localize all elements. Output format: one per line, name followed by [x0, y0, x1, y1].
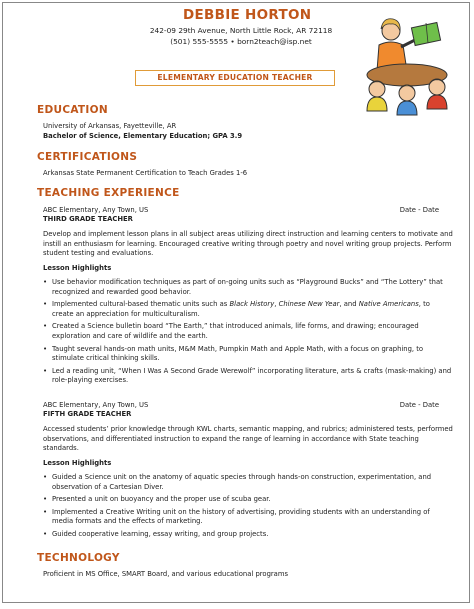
job-role: FIFTH GRADE TEACHER [43, 410, 132, 418]
job-summary: Accessed students’ prior knowledge through KWL charts, semantic mapping, and rubrics; administered tests, performed observations, and differentiated instruction to expand the range of learning in accordance with State teaching standards. [43, 425, 453, 453]
job-employer: ABC Elementary, Any Town, US [43, 206, 149, 214]
technology-heading: TECHNOLOGY [37, 552, 120, 564]
job-dates: Date - Date [399, 206, 439, 214]
lesson-highlights-label: Lesson Highlights [43, 264, 112, 272]
phone-email: (501) 555-5555 • born2teach@isp.net [170, 37, 312, 46]
list-item: • Use behavior modification techniques as part of on-going units such as “Playground Bucks” and “The Lottery” that recognized and rewarded good behavior. [43, 278, 453, 297]
list-item: • Guided cooperative learning, essay writing, and group projects. [43, 530, 453, 540]
technology-item: Proficient in MS Office, SMART Board, and various educational programs [43, 570, 289, 578]
job-role: THIRD GRADE TEACHER [43, 215, 133, 223]
list-item: • Presented a unit on buoyancy and the proper use of scuba gear. [43, 495, 453, 505]
address: 242-09 29th Avenue, North Little Rock, AR 72118 [149, 26, 333, 35]
certification-item: Arkansas State Permanent Certification to Teach Grades 1-6 [43, 169, 248, 177]
education-heading: EDUCATION [37, 104, 108, 116]
job-dates: Date - Date [399, 401, 439, 409]
list-item: • Taught several hands-on math units, M&M Math, Pumpkin Math and Apple Math, with a focus on graphing, to stimulate critical thinking skills. [43, 345, 453, 364]
resume-page [2, 2, 470, 603]
list-item: • Implemented cultural-based thematic units such as Black History, Chinese New Year, and Native Americans, to create an appreciation for multiculturalism. [43, 300, 453, 319]
education-degree: Bachelor of Science, Elementary Education; GPA 3.9 [43, 132, 243, 140]
list-item: • Created a Science bulletin board “The Earth,” that introduced animals, life forms, and drawing; encouraged exploration and care of wildlife and the earth. [43, 322, 453, 341]
teacher-with-students-illustration [351, 9, 459, 117]
list-item: • Implemented a Creative Writing unit on the history of advertising, providing students with an understanding of media formats and the effects of marketing. [43, 508, 453, 527]
job-highlights-list [43, 473, 453, 543]
contact-block [121, 25, 361, 47]
list-item: • Guided a Science unit on the anatomy of aquatic species through hands-on construction, experimentation, and observation of a Cartesian Diver. [43, 473, 453, 492]
resume-header [3, 3, 469, 103]
lesson-highlights-label: Lesson Highlights [43, 459, 112, 467]
objective-box: ELEMENTARY EDUCATION TEACHER [135, 70, 335, 86]
job-employer: ABC Elementary, Any Town, US [43, 401, 149, 409]
experience-heading: TEACHING EXPERIENCE [37, 187, 180, 199]
list-item: • Led a reading unit, “When I Was A Second Grade Werewolf” incorporating literature, arts & crafts (mask-making) and role-playing exercises. [43, 367, 453, 386]
candidate-name: DEBBIE HORTON [183, 7, 312, 23]
job-highlights-list [43, 278, 453, 389]
job-summary: Develop and implement lesson plans in all subject areas utilizing direct instruction and learning centers to motivate and instill an enthusiasm for learning. Encouraged creative writing through poetry and novel writing group projects. Perform student testing and evaluations. [43, 230, 453, 258]
certifications-heading: CERTIFICATIONS [37, 151, 138, 163]
education-school: University of Arkansas, Fayetteville, AR [43, 122, 177, 130]
